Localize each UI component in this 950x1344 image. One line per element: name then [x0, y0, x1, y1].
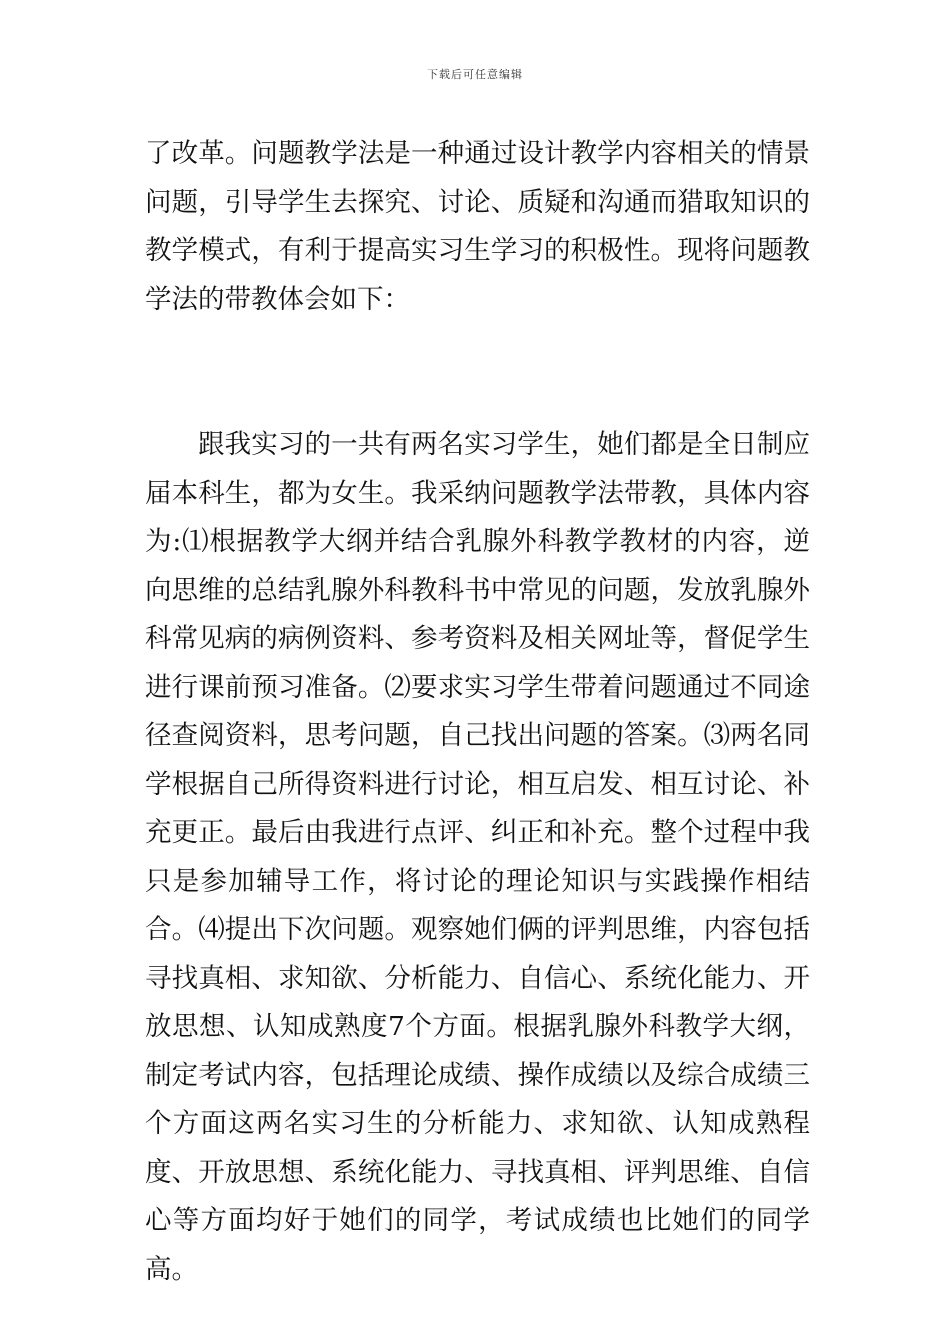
page-header: 下载后可任意编辑	[427, 68, 523, 81]
document-body	[145, 130, 810, 1294]
paragraph-intro: 了改革。问题教学法是一种通过设计教学内容相关的情景问题，引导学生去探究、讨论、质疑和沟通而猎取知识的教学模式，有利于提高实习生学习的积极性。现将问题教学法的带教体会如下：	[145, 138, 810, 315]
paragraph-method: 跟我实习的一共有两名实习学生，她们都是全日制应届本科生，都为女生。我采纳问题教学法带教，具体内容为:⑴根据教学大纲并结合乳腺外科教学教材的内容，逆向思维的总结乳腺外科教科书中常见的问题，发放乳腺外科常见病的病例资料、参考资料及相关网址等，督促学生进行课前预习准备。⑵要求实习学生带着问题通过不同途径查阅资料，思考问题，自己找出问题的答案。⑶两名同学根据自己所得资料进行讨论，相互启发、相互讨论、补充更正。最后由我进行点评、纠正和补充。整个过程中我只是参加辅导工作，将讨论的理论知识与实践操作相结合。⑷提出下次问题。观察她们俩的评判思维，内容包括寻找真相、求知欲、分析能力、自信心、系统化能力、开放思想、认知成熟度7个方面。根据乳腺外科教学大纲，制定考试内容，包括理论成绩、操作成绩以及综合成绩三个方面这两名实习生的分析能力、求知欲、认知成熟程度、开放思想、系统化能力、寻找真相、评判思维、自信心等方面均好于她们的同学，考试成绩也比她们的同学高。	[145, 429, 810, 1285]
